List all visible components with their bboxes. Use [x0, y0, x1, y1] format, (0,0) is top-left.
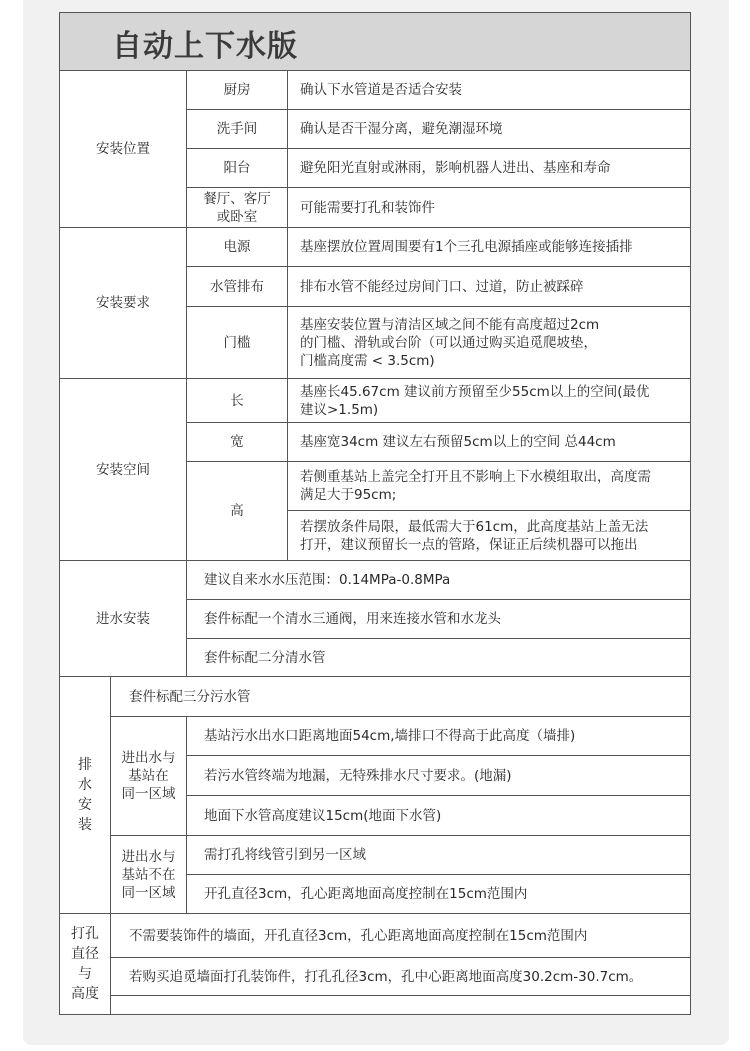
section-label-water-in: 进水安装	[59, 560, 187, 677]
row-desc: 开孔直径3cm，孔心距离地面高度控制在15cm范围内	[186, 874, 691, 914]
row-desc: 基座宽34cm 建议左右预留5cm以上的空间 总44cm	[287, 422, 691, 462]
section-label-drilling: 打孔 直径 与 高度	[59, 913, 111, 1015]
row-name: 长	[186, 378, 288, 423]
row-name: 餐厅、客厅 或卧室	[186, 187, 288, 228]
row-desc: 若摆放条件局限，最低需大于61cm，此高度基站上盖无法 打开，建议预留长一点的管路，保证正后续机器可以拖出	[287, 510, 691, 561]
row-desc: 确认下水管道是否适合安装	[287, 70, 691, 110]
row-desc: 避免阳光直射或淋雨，影响机器人进出、基座和寿命	[287, 148, 691, 188]
row-name: 门槛	[186, 306, 288, 379]
row-name: 电源	[186, 227, 288, 267]
row-desc: 需打孔将线管引到另一区域	[186, 835, 691, 875]
subsection-label-diff-area: 进出水与 基站不在 同一区域	[110, 835, 187, 914]
row-name: 水管排布	[186, 266, 288, 307]
row-desc: 若侧重基站上盖完全打开且不影响上下水模组取出，高度需 满足大于95cm;	[287, 461, 691, 511]
row-desc: 若污水管终端为地漏，无特殊排水尺寸要求。(地漏)	[186, 755, 691, 796]
row-name: 宽	[186, 422, 288, 462]
row-desc: 基座摆放位置周围要有1个三孔电源插座或能够连接插排	[287, 227, 691, 267]
row-desc: 可能需要打孔和装饰件	[287, 187, 691, 228]
subsection-label-same-area: 进出水与 基站在 同一区域	[110, 716, 187, 836]
row-desc: 地面下水管高度建议15cm(地面下水管)	[186, 795, 691, 836]
row-name: 洗手间	[186, 109, 288, 149]
title-bar	[59, 12, 691, 71]
row-desc: 套件标配二分清水管	[186, 638, 691, 677]
section-label-requirements: 安装要求	[59, 227, 187, 379]
row-desc: 套件标配一个清水三通阀，用来连接水管和水龙头	[186, 599, 691, 639]
row-desc: 不需要装饰件的墙面，开孔直径3cm，孔心距离地面高度控制在15cm范围内	[110, 913, 691, 958]
row-desc: 基座长45.67cm 建议前方预留至少55cm以上的空间(最优 建议>1.5m)	[287, 378, 691, 423]
row-desc: 若购买追觅墙面打孔装饰件，打孔孔径3cm，孔中心距离地面高度30.2cm-30.7cm。	[110, 957, 691, 996]
page-title: 自动上下水版	[112, 29, 298, 64]
row-name: 高	[186, 461, 288, 561]
row-desc: 确认是否干湿分离，避免潮湿环境	[287, 109, 691, 149]
section-label-space: 安装空间	[59, 378, 187, 561]
section-label-drainage: 排 水 安 装	[59, 676, 111, 914]
row-desc: 基站污水出水口距离地面54cm,墙排口不得高于此高度（墙排)	[186, 716, 691, 756]
row-name: 阳台	[186, 148, 288, 188]
row-desc: 排布水管不能经过房间门口、过道，防止被踩碎	[287, 266, 691, 307]
row-name: 厨房	[186, 70, 288, 110]
row-desc: 基座安装位置与清洁区域之间不能有高度超过2cm 的门槛、滑轨或台阶（可以通过购买追觅爬坡垫， 门槛高度需 < 3.5cm)	[287, 306, 691, 379]
row-desc: 套件标配三分污水管	[110, 676, 691, 717]
section-label-location: 安装位置	[59, 70, 187, 228]
row-desc: 建议自来水水压范围：0.14MPa-0.8MPa	[186, 560, 691, 600]
